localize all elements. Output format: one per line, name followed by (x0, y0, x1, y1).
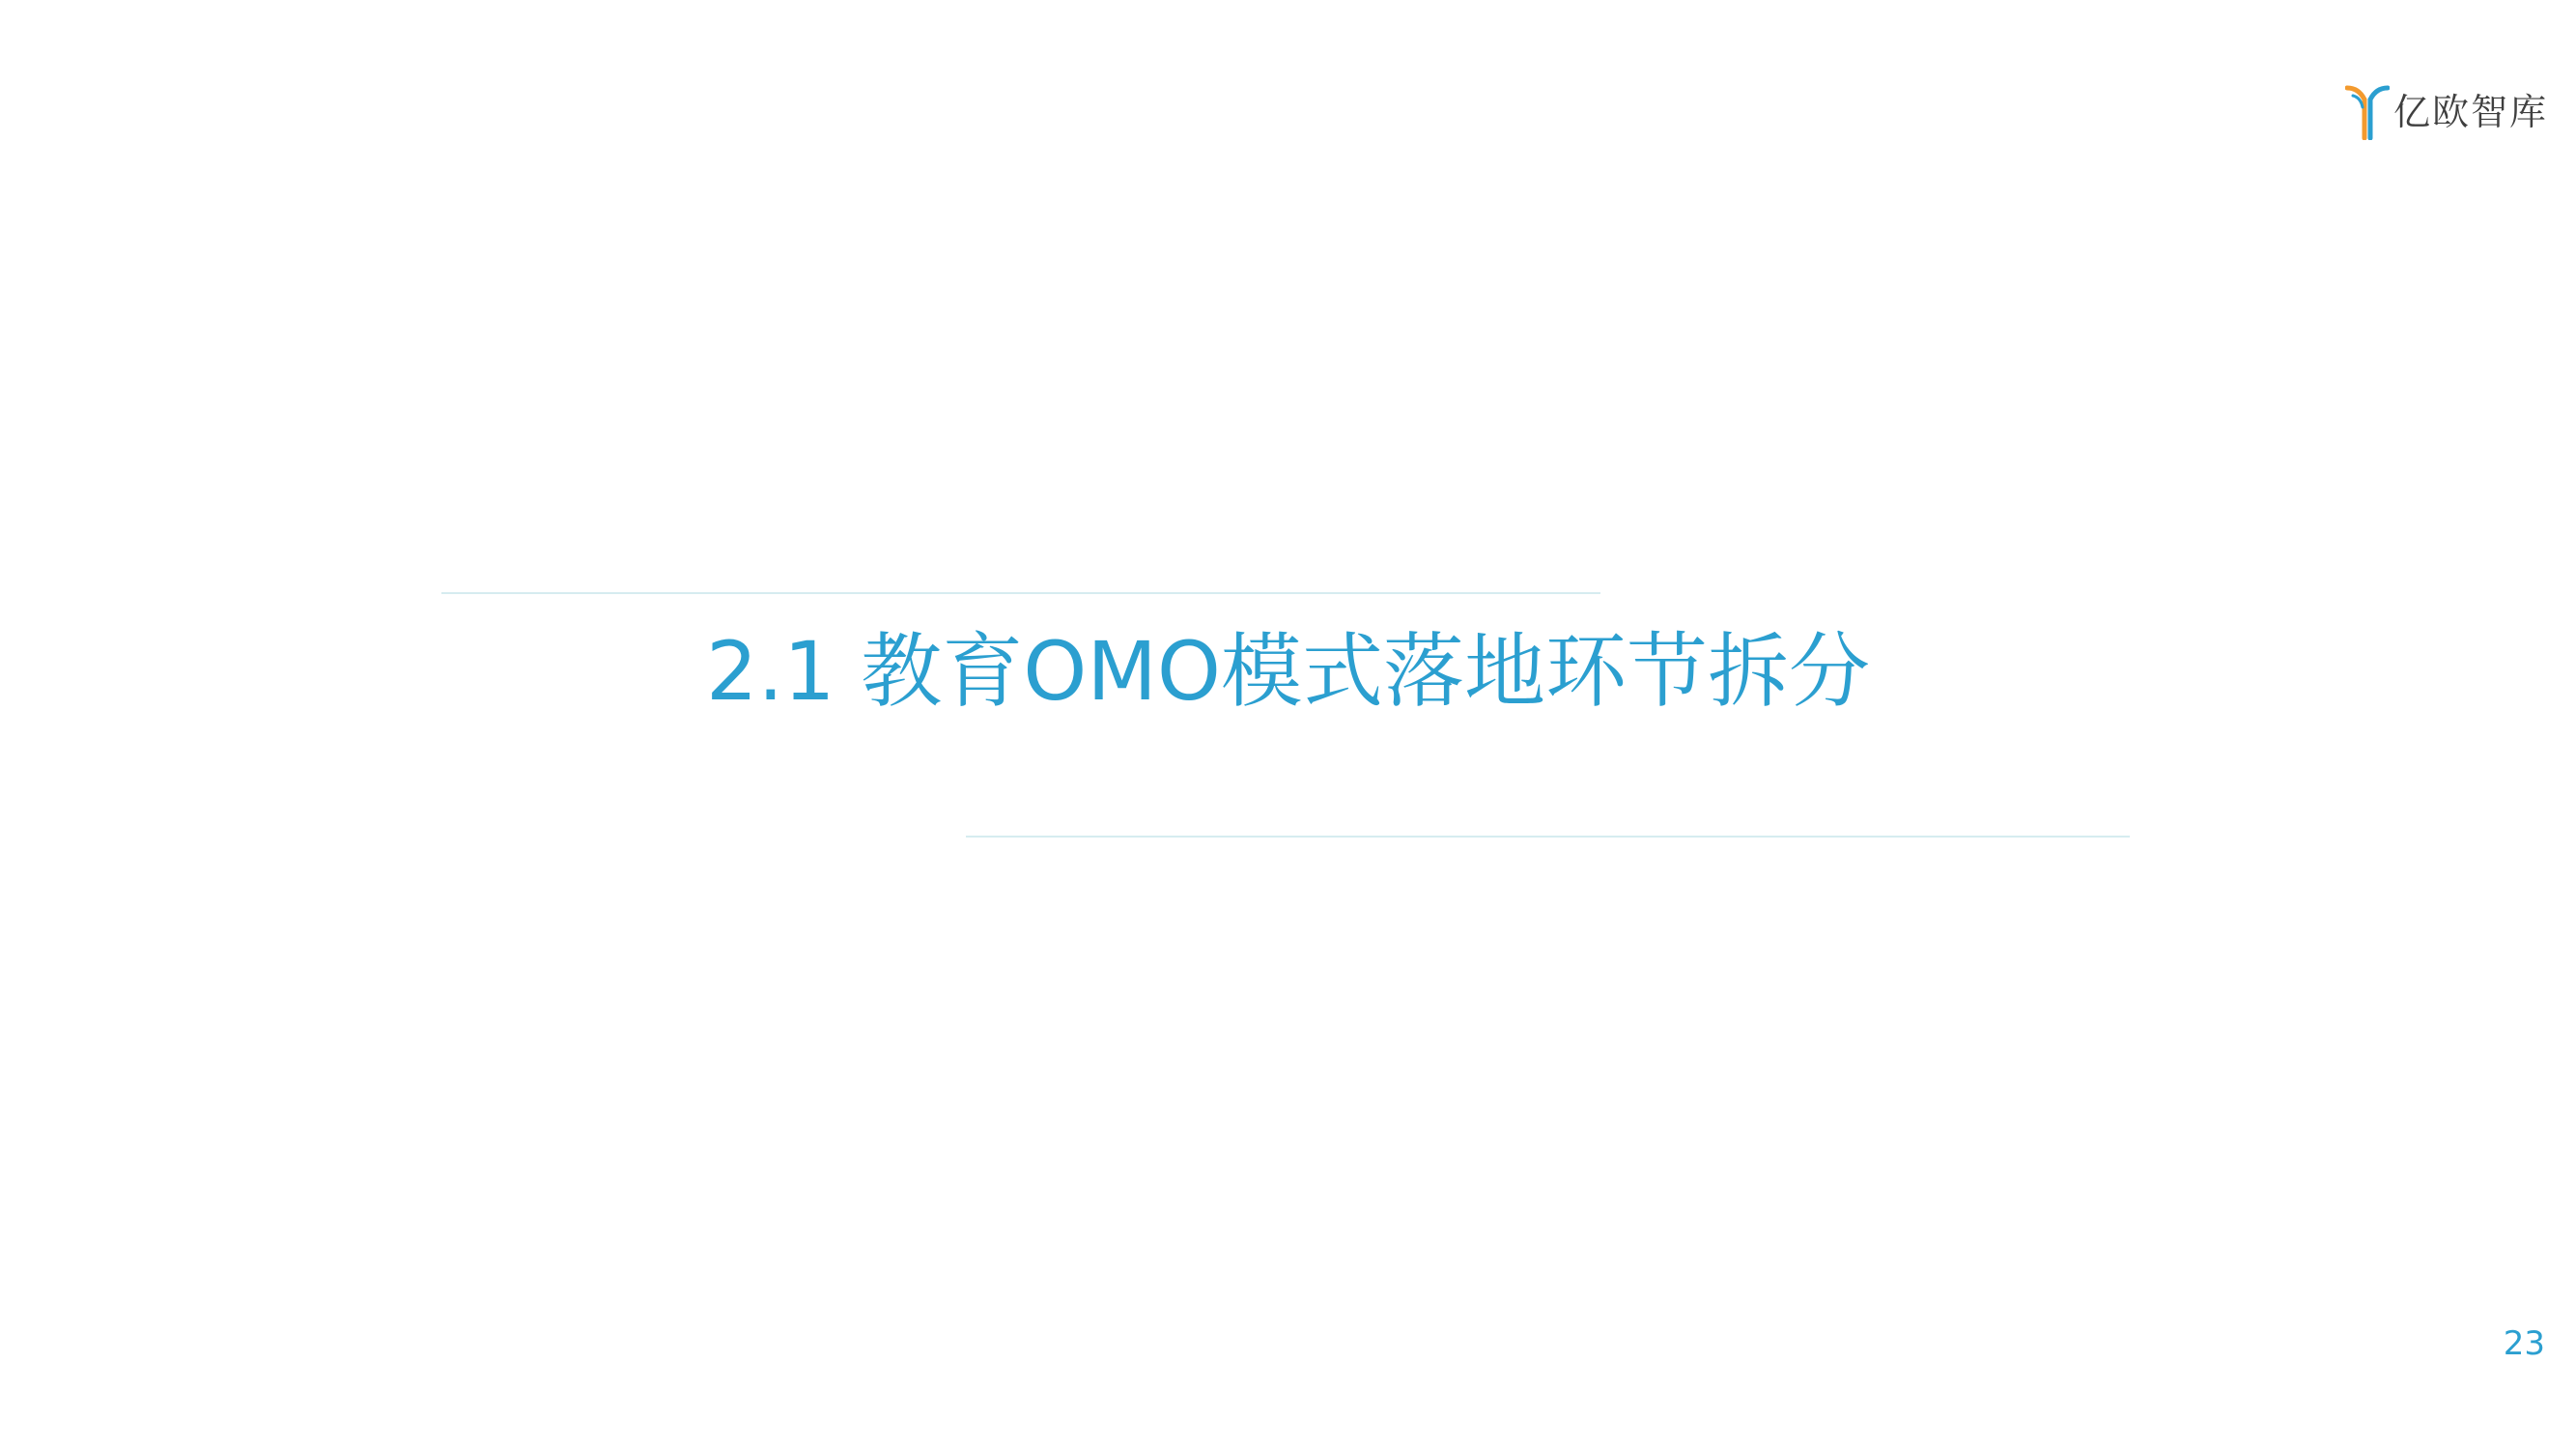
section-title: 2.1 教育OMO模式落地环节拆分 (706, 624, 1870, 719)
brand-name: 亿欧智库 (2393, 91, 2549, 133)
divider-top (441, 592, 1600, 594)
page-number: 23 (2503, 1324, 2545, 1363)
brand-logo (2345, 83, 2550, 141)
brand-mark-icon (2345, 84, 2390, 140)
divider-bottom (966, 836, 2130, 838)
